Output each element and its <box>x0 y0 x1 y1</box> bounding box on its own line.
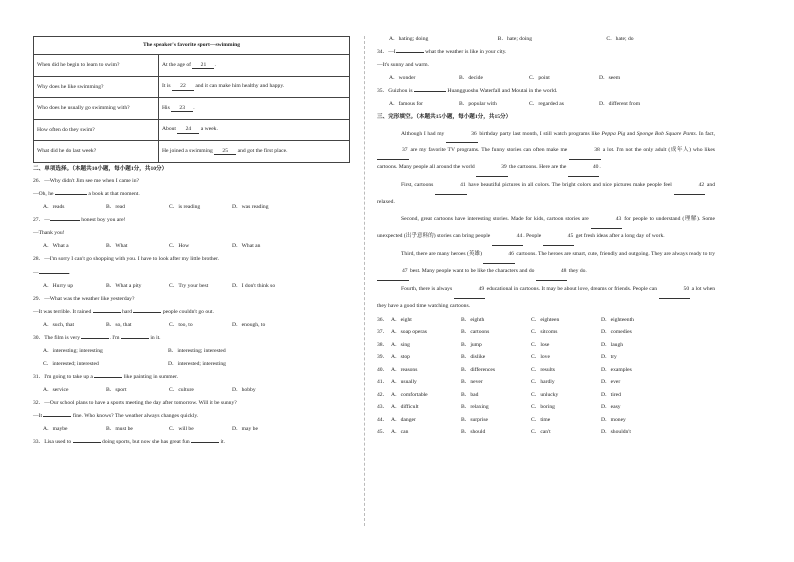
table-row: What did he do last week? He joined a swimming 25 and got the first place. <box>34 141 350 163</box>
option-d[interactable]: D．examples <box>601 366 632 373</box>
option-d[interactable]: D．shouldn't <box>601 429 631 436</box>
option-b[interactable]: B．relaxing <box>461 404 489 411</box>
cloze-blank-44[interactable]: 44 <box>492 229 524 246</box>
passage-paragraph: First, cartoons 41 have beautiful pictures in all colors. The bright colors and nice pictures make people feel 42 and relaxed. <box>377 178 715 211</box>
option-d[interactable]: D．was reading <box>232 204 269 211</box>
question-31: 31．I'm going to take up a like painting in summer. <box>33 373 179 380</box>
option-c[interactable]: C．regarded as <box>529 101 564 108</box>
option-number: 44． <box>377 416 389 423</box>
option-b[interactable]: B．read <box>106 204 125 211</box>
option-a[interactable]: A．famous for <box>389 101 424 108</box>
option-number: 37． <box>377 329 389 336</box>
answer-blank[interactable] <box>39 273 69 274</box>
cloze-blank-50[interactable]: 50 <box>659 282 691 299</box>
cloze-blank-45[interactable]: 45 <box>543 229 575 246</box>
cloze-blank-48[interactable]: 48 <box>536 264 568 281</box>
option-d[interactable]: D．ever <box>601 379 621 386</box>
options-35 <box>389 101 715 107</box>
option-a[interactable]: A．can <box>391 429 409 436</box>
option-b[interactable]: B．hate; doing <box>497 36 533 42</box>
blank-24[interactable]: 24 <box>177 126 199 133</box>
table-row: Who does he usually go swimming with? His 23 . <box>34 98 350 120</box>
option-d[interactable]: D．hobby <box>232 386 256 393</box>
option-b[interactable]: B．bad <box>461 391 479 398</box>
cloze-option-row <box>377 317 715 323</box>
cloze-passage <box>377 127 715 315</box>
option-number: 42． <box>377 391 389 398</box>
question-28: 28．—I'm sorry I can't go shopping with you. I have to look after my little brother. <box>33 256 220 263</box>
options-34 <box>389 75 715 81</box>
option-b[interactable]: B．surprise <box>461 416 489 423</box>
answer-blank[interactable] <box>396 52 424 53</box>
cloze-option-row <box>377 392 715 398</box>
cloze-blank-46[interactable]: 46 <box>483 247 515 264</box>
option-a[interactable]: A．service <box>43 386 69 393</box>
option-b[interactable]: B．popular with <box>459 101 497 108</box>
cloze-blank-43[interactable]: 43 <box>591 212 623 229</box>
cloze-blank-47[interactable]: 47 <box>377 264 409 281</box>
cloze-options <box>377 317 715 436</box>
option-c[interactable]: C．interested; interested <box>43 360 99 367</box>
question-34: 34．—I what the weather is like in your city. <box>377 49 507 56</box>
answer-blank[interactable] <box>43 416 71 417</box>
option-number: 43． <box>377 404 389 411</box>
option-number: 36． <box>377 316 389 323</box>
option-c[interactable]: C．will be <box>169 425 194 432</box>
answer-blank[interactable] <box>55 194 87 195</box>
option-a[interactable]: A．difficult <box>391 404 419 411</box>
cloze-blank-37[interactable]: 37 <box>377 143 409 160</box>
option-b[interactable]: B．should <box>461 429 486 436</box>
cloze-blank-40[interactable]: 40 <box>568 160 600 177</box>
section-3-header: 三、完形填空。（本题共15小题，每小题1分，共15分） <box>377 114 512 121</box>
option-c[interactable]: C．eighteen <box>531 316 560 323</box>
option-number: 45． <box>377 429 389 436</box>
options-28 <box>43 283 350 289</box>
options-30a <box>43 348 350 354</box>
blank-25[interactable]: 25 <box>214 148 236 155</box>
column-divider <box>364 36 365 526</box>
cloze-option-row <box>377 354 715 360</box>
answer-blank[interactable] <box>94 377 122 378</box>
table-title: The speaker's favorite sport—swimming <box>34 37 350 55</box>
option-c[interactable]: C．boring <box>531 404 555 411</box>
cloze-blank-42[interactable]: 42 <box>674 178 706 195</box>
option-b[interactable]: B．so, that <box>106 321 132 328</box>
option-a[interactable]: A．comfortable <box>391 391 428 398</box>
cloze-option-row <box>377 404 715 410</box>
left-column: The speaker's favorite sport—swimming When did he begin to learn to swim? At the age of 21 . Why does he like swimming? It is 22 and it can make him healthy and happy. Who does he usually go swimming with? His 23 . How often do they swim? About 24 a week. What did he do last week? He joined a swimming 25 and got the first place. 二、单项选择。（本题共10小题，每小题1分，共10分） 26．—Why didn't Jim see me when I came in? —Oh, he a book at that moment. A．reads B．read C．is reading D．was reading 27．— honest boy you are! —Thank you! A．What a B．What C．How D．What an 28．—I'm sorry I can't go shopping with you. I have to look after my little brother. — . A．Hurry up B．What a pity C．Try your best D．I don't think so 29．—What was the weather like yesterday? —It was terrible. It rained hard people couldn't go out. A．such, that B．so, that C．too, to D．enough, to 30．The film is very . I'm in it. A．interesting; interesting B．interesting; interested C．interested; interested D．interested; interesting 31．I'm going to take up a like painting in summer. A．service B．sport C．culture D．hobby 32．—Our school plans to have a sports meeting the day after tomorrow. Will it be sunny? —It fine. Who knows? The weather always changes quickly. A．maybe B．must be C．will be D．may be 33．Lisa used to doing sports, but now she has great fun it. <box>33 36 350 452</box>
question-35: 35．Guizhou is Huangguoshu Waterfall and Moutai in the world. <box>377 88 558 95</box>
option-c[interactable]: C．hardly <box>531 379 555 386</box>
option-a[interactable]: A．hating; doing <box>389 36 429 42</box>
option-d[interactable]: D．interested; interesting <box>168 360 226 367</box>
option-b[interactable]: B．must be <box>106 425 133 432</box>
right-column: A．hating; doing B．hate; doing C．hate; do 34．—I what the weather is like in your city. —It's sunny and warm. A．wonder B．decide C．point D．seem 35．Guizhou is Huangguoshu Waterfall and Moutai in the world. A．famous for B．popular with C．regarded as D．different from 三、完形填空。（本题共15小题，每小题1分，共15分） Although I had my 36 birthday party last month, I still watch programs like Peppa Pig and Sponge Bob Square Pants. In fact, 37 are my favorite TV programs. The funny stories can often make me 38 a lot. I'm not the only adult (成年人) who likes cartoons. Many people all around the world 39 the cartoons. Here are the 40. First, cartoons 41 have beautiful pictures in all colors. The bright colors and nice pictures make people feel 42 and relaxed. Second, great cartoons have interesting stories. Made for kids, cartoon stories are 43 for people to understand (理解). Some unexpected (出乎意料的) stories can bring people 44. People 45 get fresh ideas after a long day of work. Third, there are many heroes (英雄) 46 cartoons. The heroes are smart, cute, friendly and outgoing. They are always ready to try 47 best. Many people want to be like the characters and do 48 they do. Fourth, there is always 49 educational in cartoons. It may be about love, dreams or friends. People can 50 a lot when they have a good time watching cartoons. 36． A．eight B．eighth C．eighteen D．eighteenth 37． A．soap operas B．cartoons C．sitcoms D．comedies 38． A．sing B．jump C．lose D．laugh 39． A．stop B．dislike C．love D．try 40． A．reasons B．differences C．results D．examples 41． A．usually B．never C．hardly D．ever 42． A．comfortable B．bad C．unlucky D．tired 43． A．difficult B．relaxing C．boring D．easy 44． A．danger B．surprise C．time D．money 45． A．can B．should C．can't D．shouldn't <box>377 36 716 436</box>
section-2-header: 二、单项选择。（本题共10小题，每小题1分，共10分） <box>33 165 168 172</box>
option-b[interactable]: B．never <box>461 379 483 386</box>
option-c[interactable]: C．results <box>531 366 555 373</box>
cloze-option-row <box>377 379 715 385</box>
answer-blank[interactable] <box>81 338 109 339</box>
question-26: 26．—Why didn't Jim see me when I came in? <box>33 178 140 185</box>
question-30: 30．The film is very . I'm in it. <box>33 334 161 341</box>
question-27: 27．— honest boy you are! <box>33 217 126 224</box>
options-30b <box>43 361 350 367</box>
option-b[interactable]: B．sport <box>106 386 127 393</box>
answer-blank[interactable] <box>50 220 80 221</box>
option-a[interactable]: A．sing <box>391 341 410 348</box>
option-c[interactable]: C．is reading <box>169 204 201 211</box>
answer-blank[interactable] <box>121 338 149 339</box>
option-a[interactable]: A．stop <box>391 354 410 361</box>
option-number: 38． <box>377 341 389 348</box>
option-c[interactable]: C．love <box>531 354 550 361</box>
blank-23[interactable]: 23 <box>171 105 193 112</box>
listening-table <box>33 36 350 163</box>
option-c[interactable]: C．culture <box>169 386 194 393</box>
passage-paragraph: Third, there are many heroes (英雄) 46 cartoons. The heroes are smart, cute, friendly and outgoing. They are always ready to try 47 best. Many people want to be like the characters and do 48 they do. <box>377 247 715 281</box>
option-a[interactable]: A．maybe <box>43 425 68 432</box>
option-a[interactable]: A．Hurry up <box>43 282 73 289</box>
option-c[interactable]: C．can't <box>531 429 551 436</box>
option-number: 40． <box>377 366 389 373</box>
option-d[interactable]: D．comedies <box>601 329 632 336</box>
option-b[interactable]: B．eighth <box>461 316 485 323</box>
option-b[interactable]: B．dislike <box>461 354 486 361</box>
option-b[interactable]: B．jump <box>461 341 482 348</box>
table-row: Why does he like swimming? It is 22 and it can make him healthy and happy. <box>34 76 350 98</box>
answer-blank[interactable] <box>414 91 446 92</box>
cloze-blank-36[interactable]: 36 <box>446 127 478 144</box>
cloze-blank-49[interactable]: 49 <box>454 282 486 299</box>
options-26 <box>43 204 350 210</box>
options-29 <box>43 322 350 328</box>
option-d[interactable]: D．tired <box>601 391 621 398</box>
passage-paragraph: Although I had my 36 birthday party last month, I still watch programs like Peppa Pig and Sponge Bob Square Pants. In fact, 37 are my favorite TV programs. The funny stories can often make me 38 a lot. I'm not the only adult (成年人) who likes cartoons. Many people all around the world 39 the cartoons. Here are the 40. <box>377 127 715 178</box>
option-d[interactable]: D．laugh <box>601 341 624 348</box>
blank-22[interactable]: 22 <box>172 83 194 90</box>
option-number: 41． <box>377 379 389 386</box>
option-a[interactable]: A．such, that <box>43 321 75 328</box>
option-c[interactable]: C．unlucky <box>531 391 559 398</box>
option-b[interactable]: B．cartoons <box>461 329 490 336</box>
options-33 <box>389 36 715 42</box>
option-d[interactable]: D．easy <box>601 404 621 411</box>
answer-blank[interactable] <box>191 442 219 443</box>
option-a[interactable]: A．wonder <box>389 75 416 82</box>
option-d[interactable]: D．different from <box>599 101 641 108</box>
option-c[interactable]: C．time <box>531 416 551 423</box>
option-b[interactable]: B．What a pity <box>106 282 142 289</box>
cloze-option-row <box>377 329 715 335</box>
option-a[interactable]: A．reasons <box>391 366 418 373</box>
cloze-option-row <box>377 417 715 423</box>
option-d[interactable]: D．eighteenth <box>601 316 634 323</box>
program-title: Peppa Pig <box>601 130 626 137</box>
question-33: 33．Lisa used to doing sports, but now she has great fun it. <box>33 438 225 445</box>
option-c[interactable]: C．Try your best <box>169 282 209 289</box>
option-a[interactable]: A．What a <box>43 243 69 250</box>
option-d[interactable]: D．I don't think so <box>232 282 276 289</box>
option-a[interactable]: A．soap operas <box>391 329 427 336</box>
option-a[interactable]: A．usually <box>391 379 417 386</box>
option-d[interactable]: D．seem <box>599 75 621 82</box>
table-row: How often do they swim? About 24 a week. <box>34 119 350 141</box>
options-32 <box>43 426 350 432</box>
cloze-blank-41[interactable]: 41 <box>435 178 467 195</box>
option-b[interactable]: B．differences <box>461 366 496 373</box>
option-b[interactable]: B．decide <box>459 75 483 82</box>
question-32: 32．—Our school plans to have a sports meeting the day after tomorrow. Will it be sunny? <box>33 399 237 406</box>
answer-blank[interactable] <box>133 312 161 313</box>
question-29: 29．—What was the weather like yesterday? <box>33 295 135 302</box>
blank-21[interactable]: 21 <box>192 62 214 69</box>
option-c[interactable]: C．sitcoms <box>531 329 558 336</box>
answer-blank[interactable] <box>73 442 101 443</box>
option-c[interactable]: C．How <box>169 243 190 250</box>
option-b[interactable]: B．What <box>106 243 128 250</box>
cloze-option-row <box>377 429 715 435</box>
option-c[interactable]: C．hate; do <box>606 36 634 42</box>
option-d[interactable]: D．try <box>601 354 617 361</box>
answer-blank[interactable] <box>93 312 121 313</box>
program-title: Sponge Bob Square Pants <box>636 130 696 137</box>
passage-paragraph: Fourth, there is always 49 educational in cartoons. It may be about love, dreams or friends. People can 50 a lot when they have a good time watching cartoons. <box>377 282 715 315</box>
option-d[interactable]: D．What an <box>232 243 261 250</box>
option-d[interactable]: D．enough, to <box>232 321 266 328</box>
option-c[interactable]: C．too, to <box>169 321 193 328</box>
option-d[interactable]: D．may be <box>232 425 258 432</box>
option-number: 39． <box>377 354 389 361</box>
passage-paragraph: Second, great cartoons have interesting stories. Made for kids, cartoon stories are 43 for people to understand (理解). Some unexpected (出乎意料的) stories can bring people 44. People 45 get fresh ideas after a long day of work. <box>377 212 715 246</box>
option-a[interactable]: A．eight <box>391 316 412 323</box>
options-31 <box>43 387 350 393</box>
option-a[interactable]: A．interesting; interesting <box>43 347 103 354</box>
table-row: When did he begin to learn to swim? At the age of 21 . <box>34 55 350 77</box>
option-c[interactable]: C．point <box>529 75 550 82</box>
option-d[interactable]: D．money <box>601 416 626 423</box>
cloze-option-row <box>377 342 715 348</box>
option-a[interactable]: A．reads <box>43 204 65 211</box>
cloze-blank-38[interactable]: 38 <box>569 143 601 160</box>
options-27 <box>43 243 350 249</box>
option-c[interactable]: C．lose <box>531 341 550 348</box>
cloze-blank-39[interactable]: 39 <box>476 160 508 177</box>
option-b[interactable]: B．interesting; interested <box>168 347 226 354</box>
option-a[interactable]: A．danger <box>391 416 416 423</box>
cloze-option-row <box>377 367 715 373</box>
